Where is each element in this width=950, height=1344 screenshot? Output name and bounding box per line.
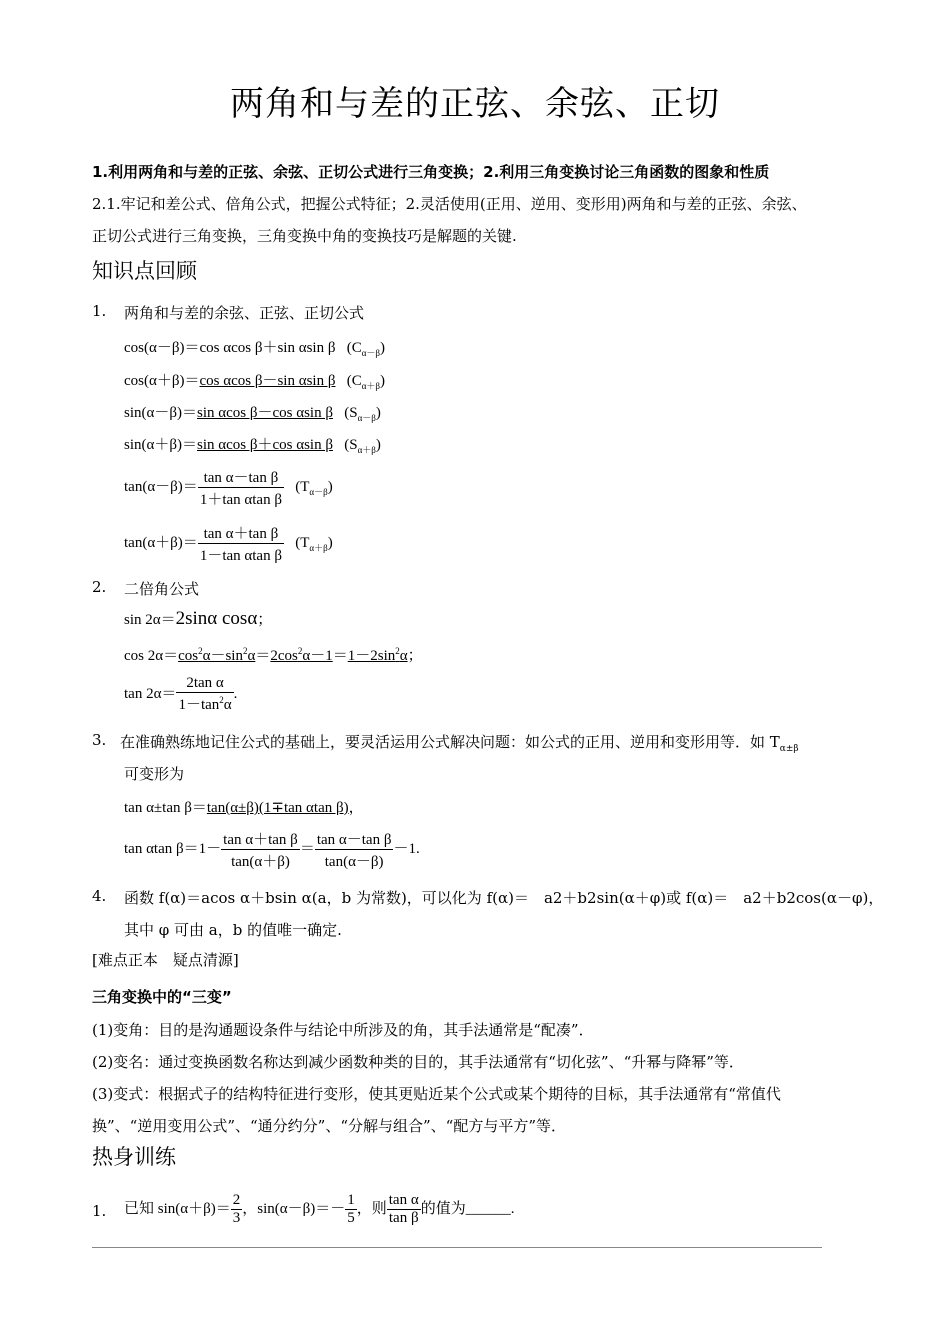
item-text: 函数 f(α)＝acos α＋bsin α(a，b 为常数)，可以化为 f(α)＝ a2＋b2sin(α＋φ)或 f(α)＝ a2＋b2cos(α－φ)， [124,889,884,907]
formula-cos-double: $\cos 2\alpha=\cos^2\alpha-\sin^2\alpha=2\cos^2\alpha-1=1-2\sin^2\alpha$； [124,646,423,664]
formula-tan-sum-variant: tan α±tan β＝tan(α±β)(1∓tan αtan β)， [124,800,364,816]
item-heading: 二倍角公式 [124,580,200,598]
answer-blank: $\cos^2\alpha-\sin^2\alpha$ [178,646,256,664]
paragraph: (3)变式：根据式子的结构特征进行变形，使其更贴近某个公式或某个期待的目标，其手法通常有“常值代 [92,1085,781,1103]
formula-cos-minus: cos(α－β)＝cos αcos β＋sin αsin β $(C_{\alpha-\beta})$ [124,340,386,358]
answer-blank: cos αcos β－sin αsin β [199,373,336,389]
subsection-title: 三角变换中的“三变” [92,988,232,1006]
answer-blank[interactable]: ______ [465,1200,511,1217]
answer-text: 2sinα cosα [175,608,258,629]
formula-tan-double: tan 2α＝ $\frac{\text{2tan α}}{1-\tan^2\alpha}$ . [124,675,238,713]
answer-blank: sin αcos β＋cos αsin β [197,437,333,453]
answer-blank: $1-2\sin^2\alpha$ [347,646,408,664]
answer-blank: sin αcos β－cos αsin β [197,405,333,421]
paragraph: (2)变名：通过变换函数名称达到减少函数种类的目的，其手法通常有“切化弦”、“升幂与降幂”等． [92,1053,744,1071]
section-heading-review: 知识点回顾 [92,259,197,283]
goals-line-2: 2.1.牢记和差公式、倍角公式，把握公式特征；2.灵活使用(正用、逆用、变形用)两角和与差的正弦、余弦、 [92,195,807,213]
page-title: 两角和与差的正弦、余弦、正切 [230,84,720,124]
section-heading-warmup: 热身训练 [92,1145,176,1169]
item-number: 2. [92,578,107,596]
answer-blank: tan(α±β)(1∓tan αtan β) [206,800,349,816]
item-text: 其中 φ 可由 a，b 的值唯一确定. [124,921,342,939]
formula-tan-minus: tan(α－β)＝ $\frac{\text{tan α－tan β}}{\text{1＋tan αtan β}}$ $(T_{\alpha-\beta})$ [124,466,333,509]
subsection-label: [难点正本 疑点清源] [92,951,239,969]
item-text: 在准确熟练地记住公式的基础上，要灵活运用公式解决问题：如公式的正用、逆用和变形用等．如 $T_{\alpha\pm\beta}$ [120,733,799,754]
formula-sin-minus: sin(α－β)＝sin αcos β－cos αsin β $(S_{\alpha-\beta})$ [124,405,381,423]
item-number: 3. [92,731,107,749]
item-number: 1. [92,1202,107,1220]
formula-cos-plus: cos(α＋β)＝cos αcos β－sin αsin β $(C_{\alpha+\beta})$ [124,373,386,391]
item-heading: 两角和与差的余弦、正弦、正切公式 [124,304,365,322]
formula-tan-plus: tan(α＋β)＝ $\frac{\text{tan α＋tan β}}{\text{1－tan αtan β}}$ $(T_{\alpha+\beta})$ [124,522,333,565]
item-number: 4. [92,887,107,905]
item-number: 1. [92,302,107,320]
goals-line-1: 1.利用两角和与差的正弦、余弦、正切公式进行三角变换；2.利用三角变换讨论三角函数的图象和性质 [92,163,770,181]
exercise-question: 已知 sin(α＋β)＝ $\frac{2}{3}$ ，sin(α－β)＝－ $\frac{1}{5}$ ，则 $\frac{\text{tan α}}{\text{tan β}}$ 的值为______. [124,1192,515,1226]
formula-tan-product-variant: tan αtan β＝1－ $\frac{\text{tan α＋tan β}}{\tan(\alpha+\beta)}$ ＝ $\frac{\text{tan α－tan β}}{\tan(\alpha-\beta)}$ －1. [124,828,420,871]
formula-sin-plus: sin(α＋β)＝sin αcos β＋cos αsin β $(S_{\alpha+\beta})$ [124,437,381,455]
answer-blank: $2\cos^2\alpha-1$ [270,646,333,664]
formula-sin-double: sin 2α＝2sinα cosα； [124,608,273,629]
divider [92,1247,822,1248]
item-text: 可变形为 [124,765,185,783]
paragraph: 换”、“逆用变用公式”、“通分约分”、“分解与组合”、“配方与平方”等． [92,1117,567,1135]
goals-line-3: 正切公式进行三角变换，三角变换中角的变换技巧是解题的关键. [92,227,517,245]
paragraph: (1)变角：目的是沟通题设条件与结论中所涉及的角，其手法通常是“配凑”． [92,1021,594,1039]
